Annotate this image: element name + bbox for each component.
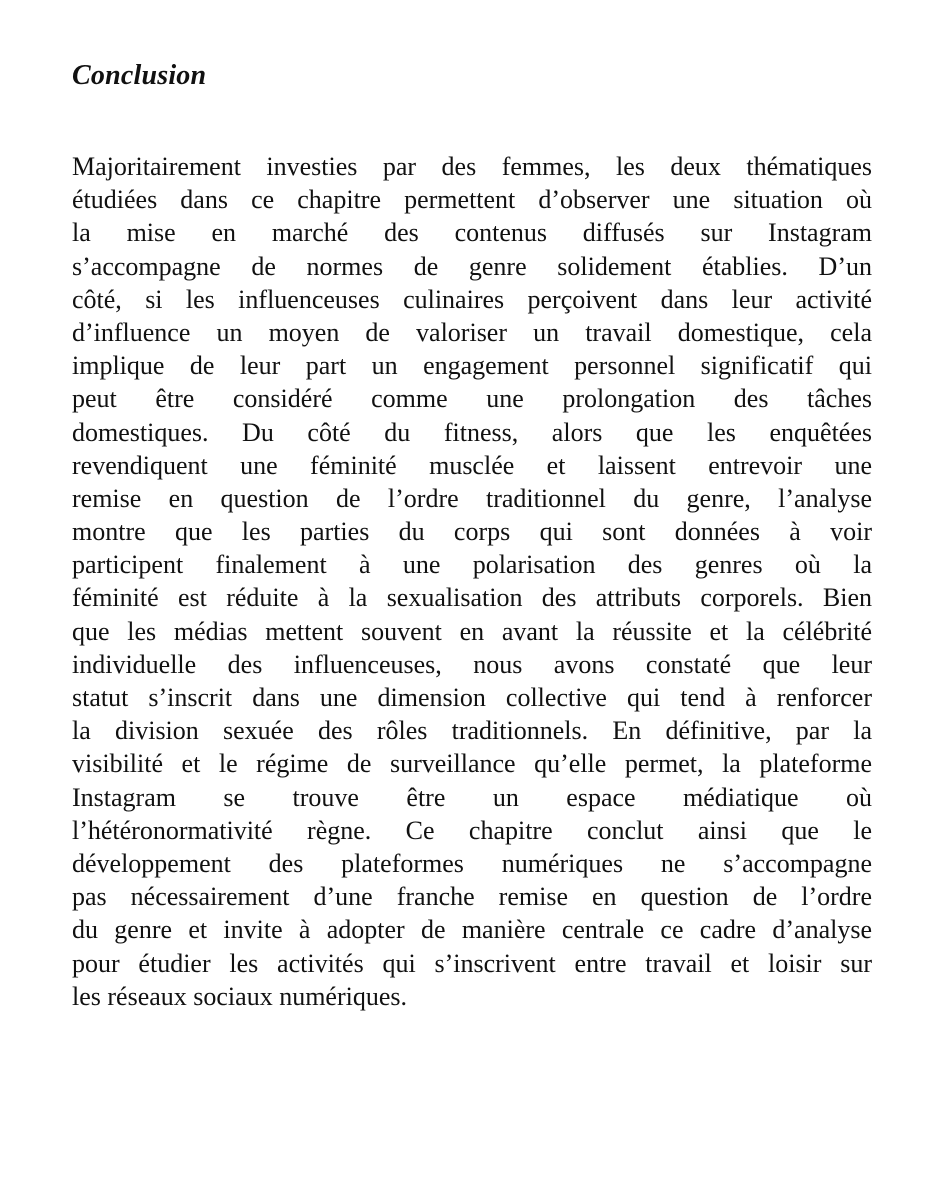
paragraph-line: remise en question de l’ordre traditionnel du genre, l’analyse bbox=[72, 483, 872, 513]
paragraph-line: domestiques. Du côté du fitness, alors que les enquêtées bbox=[72, 417, 872, 447]
paragraph-line: l’hétéronormativité règne. Ce chapitre conclut ainsi que le bbox=[72, 815, 872, 845]
paragraph-line: pour étudier les activités qui s’inscrivent entre travail et loisir sur bbox=[72, 948, 872, 978]
paragraph-line: s’accompagne de normes de genre solidement établies. D’un bbox=[72, 251, 872, 281]
paragraph-line: statut s’inscrit dans une dimension collective qui tend à renforcer bbox=[72, 683, 872, 712]
paragraph-line: montre que les parties du corps qui sont données à voir bbox=[72, 517, 872, 547]
paragraph-line: que les médias mettent souvent en avant la réussite et la célébrité bbox=[72, 616, 872, 646]
paragraph-line: d’influence un moyen de valoriser un travail domestique, cela bbox=[72, 317, 872, 347]
section-heading: Conclusion bbox=[72, 60, 207, 91]
paragraph-line: participent finalement à une polarisation des genres où la bbox=[72, 550, 872, 580]
paragraph-line: individuelle des influenceuses, nous avons constaté que leur bbox=[72, 649, 872, 679]
paragraph-line: visibilité et le régime de surveillance qu’elle permet, la plateforme bbox=[72, 749, 872, 779]
paragraph-line: implique de leur part un engagement personnel significatif qui bbox=[72, 351, 872, 381]
paragraph-line: les réseaux sociaux numériques. bbox=[72, 981, 408, 1011]
paragraph-line: la division sexuée des rôles traditionnels. En définitive, par la bbox=[72, 716, 872, 746]
paragraph-line: pas nécessairement d’une franche remise en question de l’ordre bbox=[72, 882, 872, 912]
paragraph-line: revendiquent une féminité musclée et laissent entrevoir une bbox=[72, 450, 872, 480]
paragraph-line: du genre et invite à adopter de manière centrale ce cadre d’analyse bbox=[72, 915, 872, 945]
paragraph-line: peut être considéré comme une prolongation des tâches bbox=[72, 384, 872, 414]
paragraph-line: côté, si les influenceuses culinaires perçoivent dans leur activité bbox=[72, 284, 872, 314]
paragraph-line: féminité est réduite à la sexualisation des attributs corporels. Bien bbox=[72, 583, 872, 613]
paragraph-line: Instagram se trouve être un espace médiatique où bbox=[72, 782, 872, 812]
paragraph-line: Majoritairement investies par des femmes, les deux thématiques bbox=[72, 152, 872, 181]
document-page bbox=[72, 58, 872, 1013]
paragraph-line: développement des plateformes numériques ne s’accompagne bbox=[72, 848, 872, 878]
paragraph-line: étudiées dans ce chapitre permettent d’observer une situation où bbox=[72, 185, 872, 215]
paragraph-line: la mise en marché des contenus diffusés sur Instagram bbox=[72, 218, 872, 248]
body-paragraph bbox=[72, 150, 872, 1013]
